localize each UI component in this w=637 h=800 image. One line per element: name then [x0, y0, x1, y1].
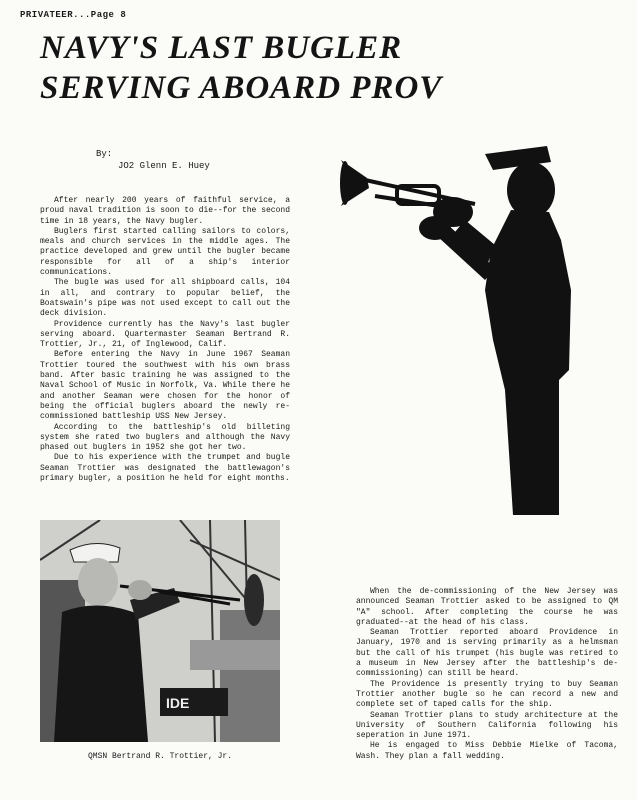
article-column-1: [40, 196, 290, 484]
paragraph: According to the battleship's old billeting system she rated two buglers and although the Navy phased out buglers in 1952 she got her two.: [40, 422, 290, 453]
paragraph: Providence currently has the Navy's last bugler serving aboard. Quartermaster Seaman Bertrand R. Trottier, Jr., 21, of Inglewood, Calif.: [40, 319, 290, 350]
headline-line-1: NAVY'S LAST BUGLER: [40, 30, 403, 66]
paragraph: When the de-commissioning of the New Jersey was announced Seaman Trottier asked to be assigned to QM "A" school. After completing the course he was graduated--at the head of his class.: [356, 587, 618, 627]
bugler-silhouette-illustration: [335, 140, 585, 520]
paragraph: Buglers first started calling sailors to colors, meals and church services in the middle ages. The practice developed and grew until the bugler became responsible for all of a ship's interior communications.: [40, 226, 290, 278]
headline: [40, 28, 600, 108]
photo-caption: QMSN Bertrand R. Trottier, Jr.: [87, 752, 233, 761]
ship-sign-text: IDE: [166, 695, 190, 711]
paragraph: Due to his experience with the trumpet and bugle Seaman Trottier was designated the battlewagon's primary bugler, a position he held for eight months.: [40, 453, 290, 484]
byline-author: JO2 Glenn E. Huey: [118, 161, 210, 171]
bugler-photo: [40, 520, 280, 742]
byline-label: By:: [96, 149, 113, 159]
byline: [96, 148, 210, 172]
paragraph: He is engaged to Miss Debbie Mielke of Tacoma, Wash. They plan a fall wedding.: [356, 741, 618, 761]
running-head: PRIVATEER...Page 8: [20, 10, 127, 20]
article-column-2: [356, 587, 618, 762]
paragraph: The bugle was used for all shipboard calls, 104 in all, and contrary to popular belief, the Boatswain's pipe was not used except to call out the deck division.: [40, 278, 290, 319]
headline-line-2: SERVING ABOARD PROV: [40, 70, 443, 106]
bugler-photo-image: [40, 520, 280, 742]
paragraph: Seaman Trottier plans to study architecture at the University of Southern California following his seperation in June 1971.: [356, 710, 618, 741]
paragraph: The Providence is presently trying to buy Seaman Trottier another bugle so he can record a new and complete set of taped calls for the ship.: [356, 679, 618, 710]
paragraph: After nearly 200 years of faithful service, a proud naval tradition is soon to die--for the second time in 18 years, the Navy bugler.: [40, 196, 290, 226]
paragraph: Before entering the Navy in June 1967 Seaman Trottier toured the southwest with his own brass band. After basic training he was assigned to the Naval School of Music in Norfolk, Va. While there he and another Seaman were chosen for the honor of being the official buglers aboard the newly re-commissioned battleship USS New Jersey.: [40, 350, 290, 422]
paragraph: Seaman Trottier reported aboard Providence in January, 1970 and is serving primarily as a helmsman but the call of his trumpet (his bugle was retired to a museum in New Jersey after the battleship's de-commissioning) can still be heard.: [356, 628, 618, 679]
